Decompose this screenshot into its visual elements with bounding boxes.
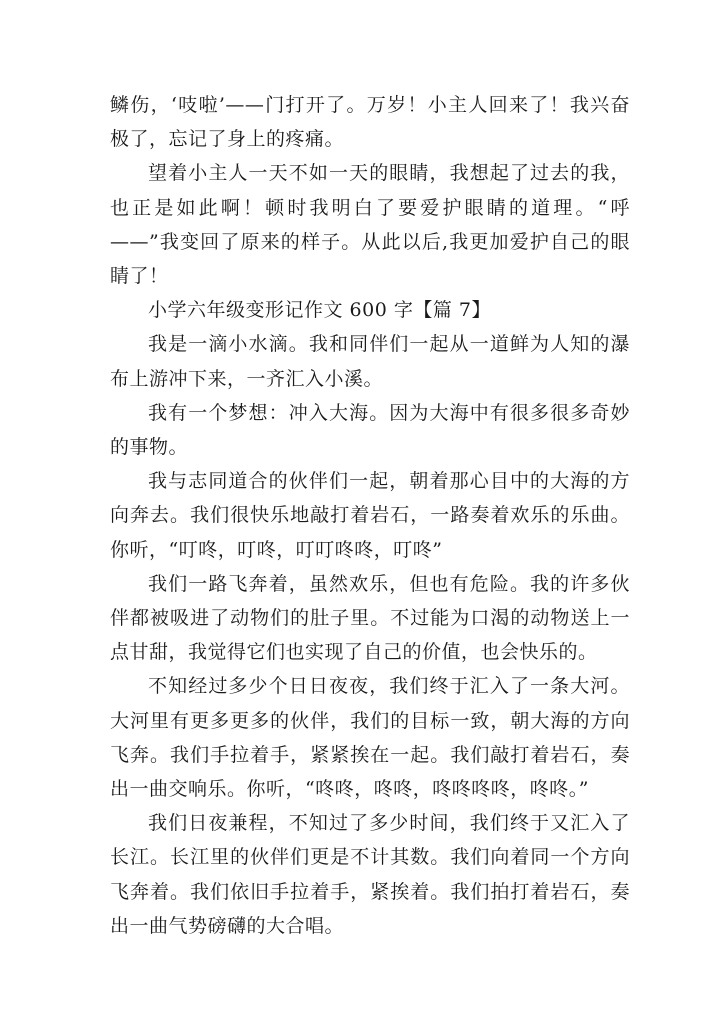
paragraph-6: 我们一路飞奔着，虽然欢乐，但也有危险。我的许多伙伴都被吸进了动物们的肚子里。不过能为口渴的动物送上一点甘甜，我觉得它们也实现了自己的价值，也会快乐的。 (110, 572, 630, 664)
paragraph-5: 我与志同道合的伙伴们一起，朝着那心目中的大海的方向奔去。我们很快乐地敲打着岩石，一路奏着欢乐的乐曲。你听，“叮咚，叮咚，叮叮咚咚，叮咚” (110, 470, 630, 561)
paragraph-3: 我是一滴小水滴。我和同伴们一起从一道鲜为人知的瀑布上游冲下来，一齐汇入小溪。 (110, 333, 630, 390)
paragraph-7: 不知经过多少个日日夜夜，我们终于汇入了一条大河。大河里有更多更多的伙伴，我们的目标一致，朝大海的方向飞奔。我们手拉着手，紧紧挨在一起。我们敲打着岩石，奏出一曲交响乐。你听，“咚咚，咚咚，咚咚咚咚，咚咚。” (110, 675, 630, 801)
section-heading: 小学六年级变形记作文 600 字【篇 7】 (148, 299, 491, 322)
paragraph-2: 望着小主人一天不如一天的眼睛，我想起了过去的我，也正是如此啊！顿时我明白了要爱护眼睛的道理。“呼——”我变回了原来的样子。从此以后,我更加爱护自己的眼睛了！ (110, 162, 630, 288)
document-page (110, 88, 630, 943)
paragraph-8: 我们日夜兼程，不知过了多少时间，我们终于又汇入了长江。长江里的伙伴们更是不计其数。我们向着同一个方向飞奔着。我们依旧手拉着手，紧挨着。我们拍打着岩石，奏出一曲气势磅礴的大合唱。 (110, 812, 630, 937)
paragraph-1: 鳞伤，‘吱啦’——门打开了。万岁！小主人回来了！我兴奋极了，忘记了身上的疼痛。 (110, 94, 630, 151)
paragraph-4: 我有一个梦想：冲入大海。因为大海中有很多很多奇妙的事物。 (110, 401, 630, 459)
